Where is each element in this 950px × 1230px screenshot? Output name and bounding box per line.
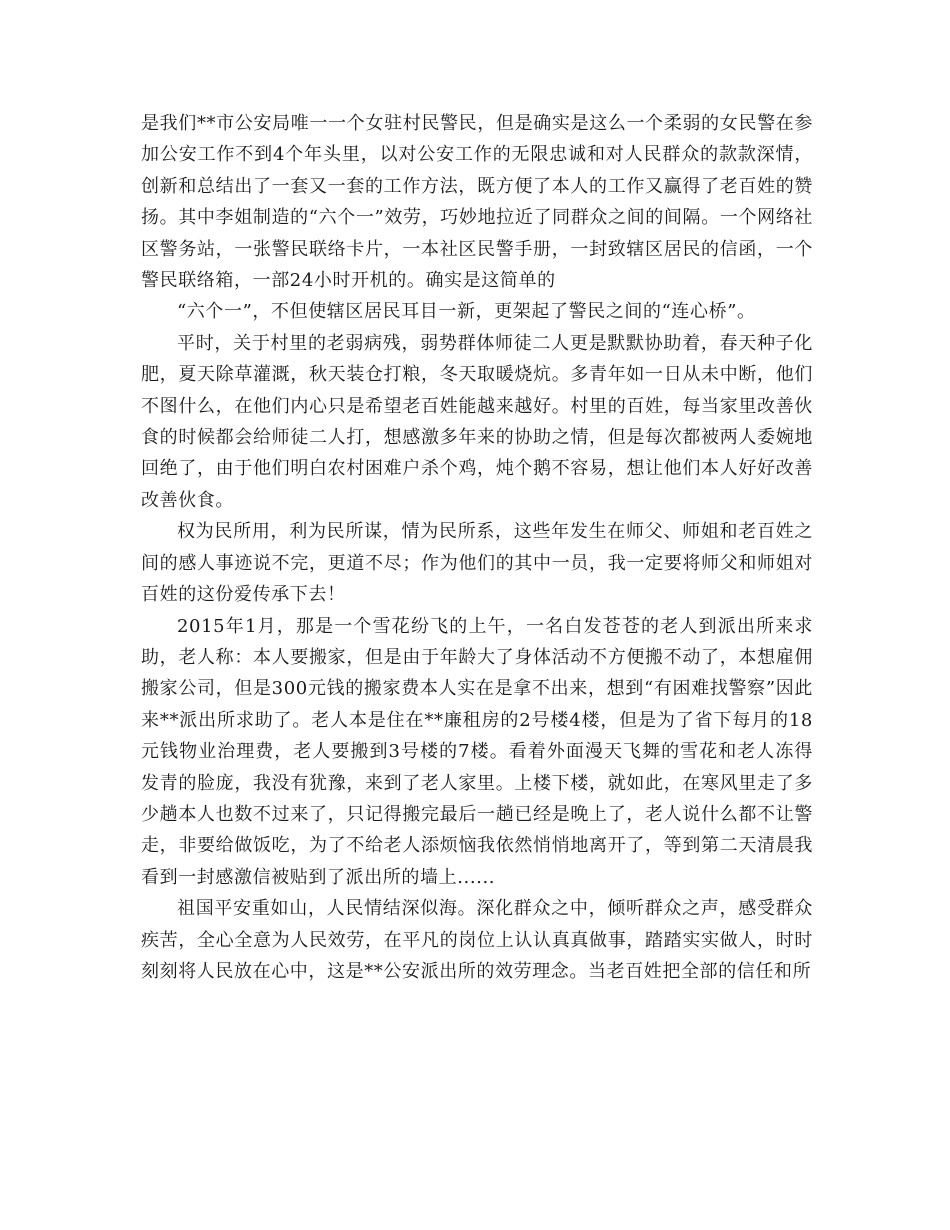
paragraph-3: 平时，关于村里的老弱病残，弱势群体师徒二人更是默默协助着，春天种子化肥，夏天除草灌溉，秋天装仓打粮，冬天取暖烧炕。多青年如一日从未中断，他们不图什么，在他们内心只是希望老百姓能越来越好。村里的百姓，每当家里改善伙食的时候都会给师徒二人打，想感激多年来的协助之情，但是每次都被两人委婉地回绝了，由于他们明白农村困难户杀个鸡，炖个鹅不容易，想让他们本人好好改善改善伙食。 [141,332,813,511]
paragraph-2: “六个一”，不但使辖区居民耳目一新，更架起了警民之间的“连心桥”。 [177,301,756,323]
paragraph-5: 2015年1月，那是一个雪花纷飞的上午，一名白发苍苍的老人到派出所来求助，老人称：本人要搬家，但是由于年龄大了身体活动不方便搬不动了，本想雇佣搬家公司，但是300元钱的搬家费本人实在是拿不出来，想到“有困难找警察”因此来**派出所求助了。老人本是住在**廉租房的2号楼4楼，但是为了省下每月的18元钱物业治理费，老人要搬到3号楼的7楼。看着外面漫天飞舞的雪花和老人冻得发青的脸庞，我没有犹豫，来到了老人家里。上楼下楼，就如此，在寒风里走了多少趟本人也数不过来了，只记得搬完最后一趟已经是晚上了，老人说什么都不让警走，非要给做饭吃，为了不给老人添烦恼我依然悄悄地离开了，等到第二天清晨我看到一封感激信被贴到了派出所的墙上...... [141,615,813,888]
paragraph-6: 祖国平安重如山，人民情结深似海。深化群众之中，倾听群众之声，感受群众疾苦，全心全意为人民效劳，在平凡的岗位上认认真真做事，踏踏实实做人，时时刻刻将人民放在心中，这是**公安派出所的效劳理念。当老百姓把全部的信任和所 [141,898,813,982]
document-page [141,108,813,987]
paragraph-1: 是我们**市公安局唯一一个女驻村民警民，但是确实是这么一个柔弱的女民警在参加公安工作不到4个年头里，以对公安工作的无限忠诚和对人民群众的款款深情，创新和总结出了一套又一套的工作方法，既方便了本人的工作又赢得了老百姓的赞扬。其中李姐制造的“六个一”效劳，巧妙地拉近了同群众之间的间隔。一个网络社区警务站，一张警民联络卡片，一本社区民警手册，一封致辖区居民的信函，一个警民联络箱，一部24小时开机的。确实是这简单的 [141,113,813,292]
paragraph-4: 权为民所用，利为民所谋，情为民所系，这些年发生在师父、师姐和老百姓之间的感人事迹说不完，更道不尽；作为他们的其中一员，我一定要将师父和师姐对百姓的这份爱传承下去！ [141,521,813,606]
